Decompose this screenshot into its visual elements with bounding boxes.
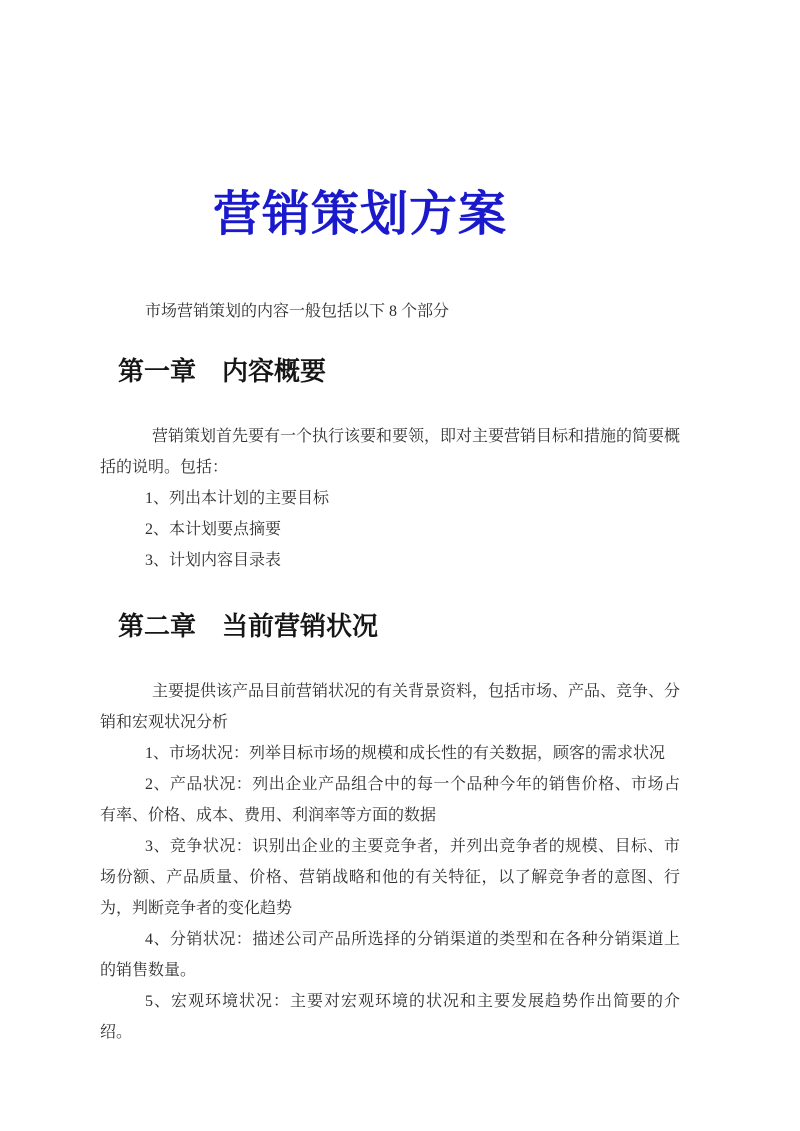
- chapter-2-lead-paragraph: 主要提供该产品目前营销状况的有关背景资料，包括市场、产品、竞争、分销和宏观状况分析: [100, 683, 681, 731]
- chapter-1-heading: 第一章 内容概要: [118, 356, 327, 386]
- intro-paragraph: 市场营销策划的内容一般包括以下 8 个部分: [145, 303, 450, 320]
- document-title: 营销策划方案: [213, 188, 508, 241]
- chapter-2-heading: 第二章 当前营销状况: [118, 611, 379, 641]
- chapter-2-list-item-4: 4、分销状况：描述公司产品所选择的分销渠道的类型和在各种分销渠道上的销售数量。: [100, 931, 680, 979]
- chapter-1-lead-paragraph: 营销策划首先要有一个执行该要和要领，即对主要营销目标和措施的简要概括的说明。包括：: [100, 428, 681, 476]
- document-content: [100, 0, 680, 1048]
- section-chapter-2: [100, 609, 680, 1048]
- chapter-2-list-item-5: 5、宏观环境状况：主要对宏观环境的状况和主要发展趋势作出简要的介绍。: [100, 993, 680, 1041]
- chapter-2-list-item-2: 2、产品状况：列出企业产品组合中的每一个品种今年的销售价格、市场占有率、价格、成本、费用、利润率等方面的数据: [100, 776, 680, 824]
- chapter-1-list-item-3: 3、计划内容目录表: [145, 552, 282, 569]
- chapter-1-list-item-2: 2、本计划要点摘要: [145, 521, 282, 538]
- section-chapter-1: [100, 354, 680, 576]
- chapter-1-list-item-1: 1、列出本计划的主要目标: [145, 490, 330, 507]
- chapter-2-list-item-1: 1、市场状况：列举目标市场的规模和成长性的有关数据，顾客的需求状况: [145, 745, 666, 762]
- chapter-2-list-item-3: 3、竞争状况：识别出企业的主要竞争者，并列出竞争者的规模、目标、市场份额、产品质量、价格、营销战略和他的有关特征，以了解竞争者的意图、行为，判断竞争者的变化趋势: [100, 838, 680, 917]
